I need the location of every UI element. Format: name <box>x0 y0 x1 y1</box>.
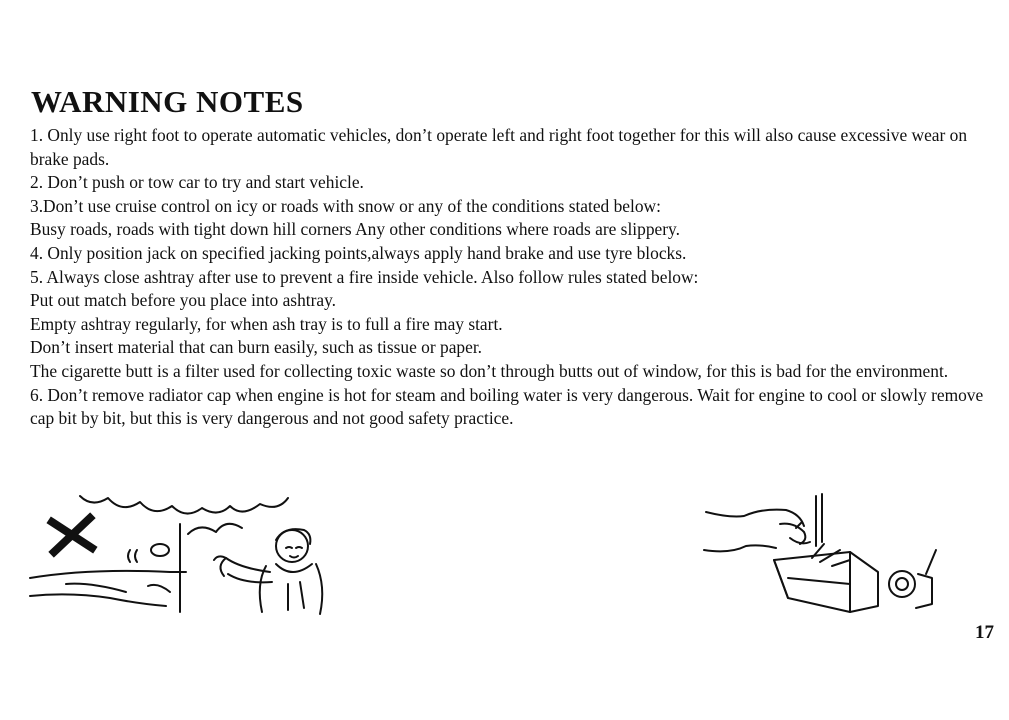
warning-notes-list <box>30 124 995 431</box>
note-2: 2. Don’t push or tow car to try and start vehicle. <box>30 172 364 193</box>
note-5-rule-3: Don’t insert material that can burn easily, such as tissue or paper. <box>30 337 483 358</box>
note-5-rule-4: The cigarette butt is a filter used for collecting toxic waste so don’t through butts out of window, for this is bad for the environment. <box>30 360 949 381</box>
page-number: 17 <box>975 622 994 643</box>
note-3-conditions: Busy roads, roads with tight down hill corners Any other conditions where roads are slippery. <box>30 219 680 240</box>
note-1: 1. Only use right foot to operate automatic vehicles, don’t operate left and right foot together for this will also cause excessive wear on brake pads. <box>30 125 968 169</box>
note-5-rule-2: Empty ashtray regularly, for when ash tray is to full a fire may start. <box>30 313 503 334</box>
radiator-warning-illustration <box>30 488 360 628</box>
note-5-rule-1: Put out match before you place into ashtray. <box>30 290 337 311</box>
ashtray-illustration <box>700 494 945 624</box>
note-4: 4. Only position jack on specified jacking points,always apply hand brake and use tyre blocks. <box>30 242 687 263</box>
page-title: WARNING NOTES <box>31 84 304 119</box>
note-5: 5. Always close ashtray after use to prevent a fire inside vehicle. Also follow rules stated below: <box>30 266 699 287</box>
note-6: 6. Don’t remove radiator cap when engine is hot for steam and boiling water is very dangerous. Wait for engine to cool or slowly remove cap bit by bit, but this is very dangerous and not good safety practice. <box>30 384 984 429</box>
note-3: 3.Don’t use cruise control on icy or roads with snow or any of the conditions stated below: <box>30 195 661 216</box>
